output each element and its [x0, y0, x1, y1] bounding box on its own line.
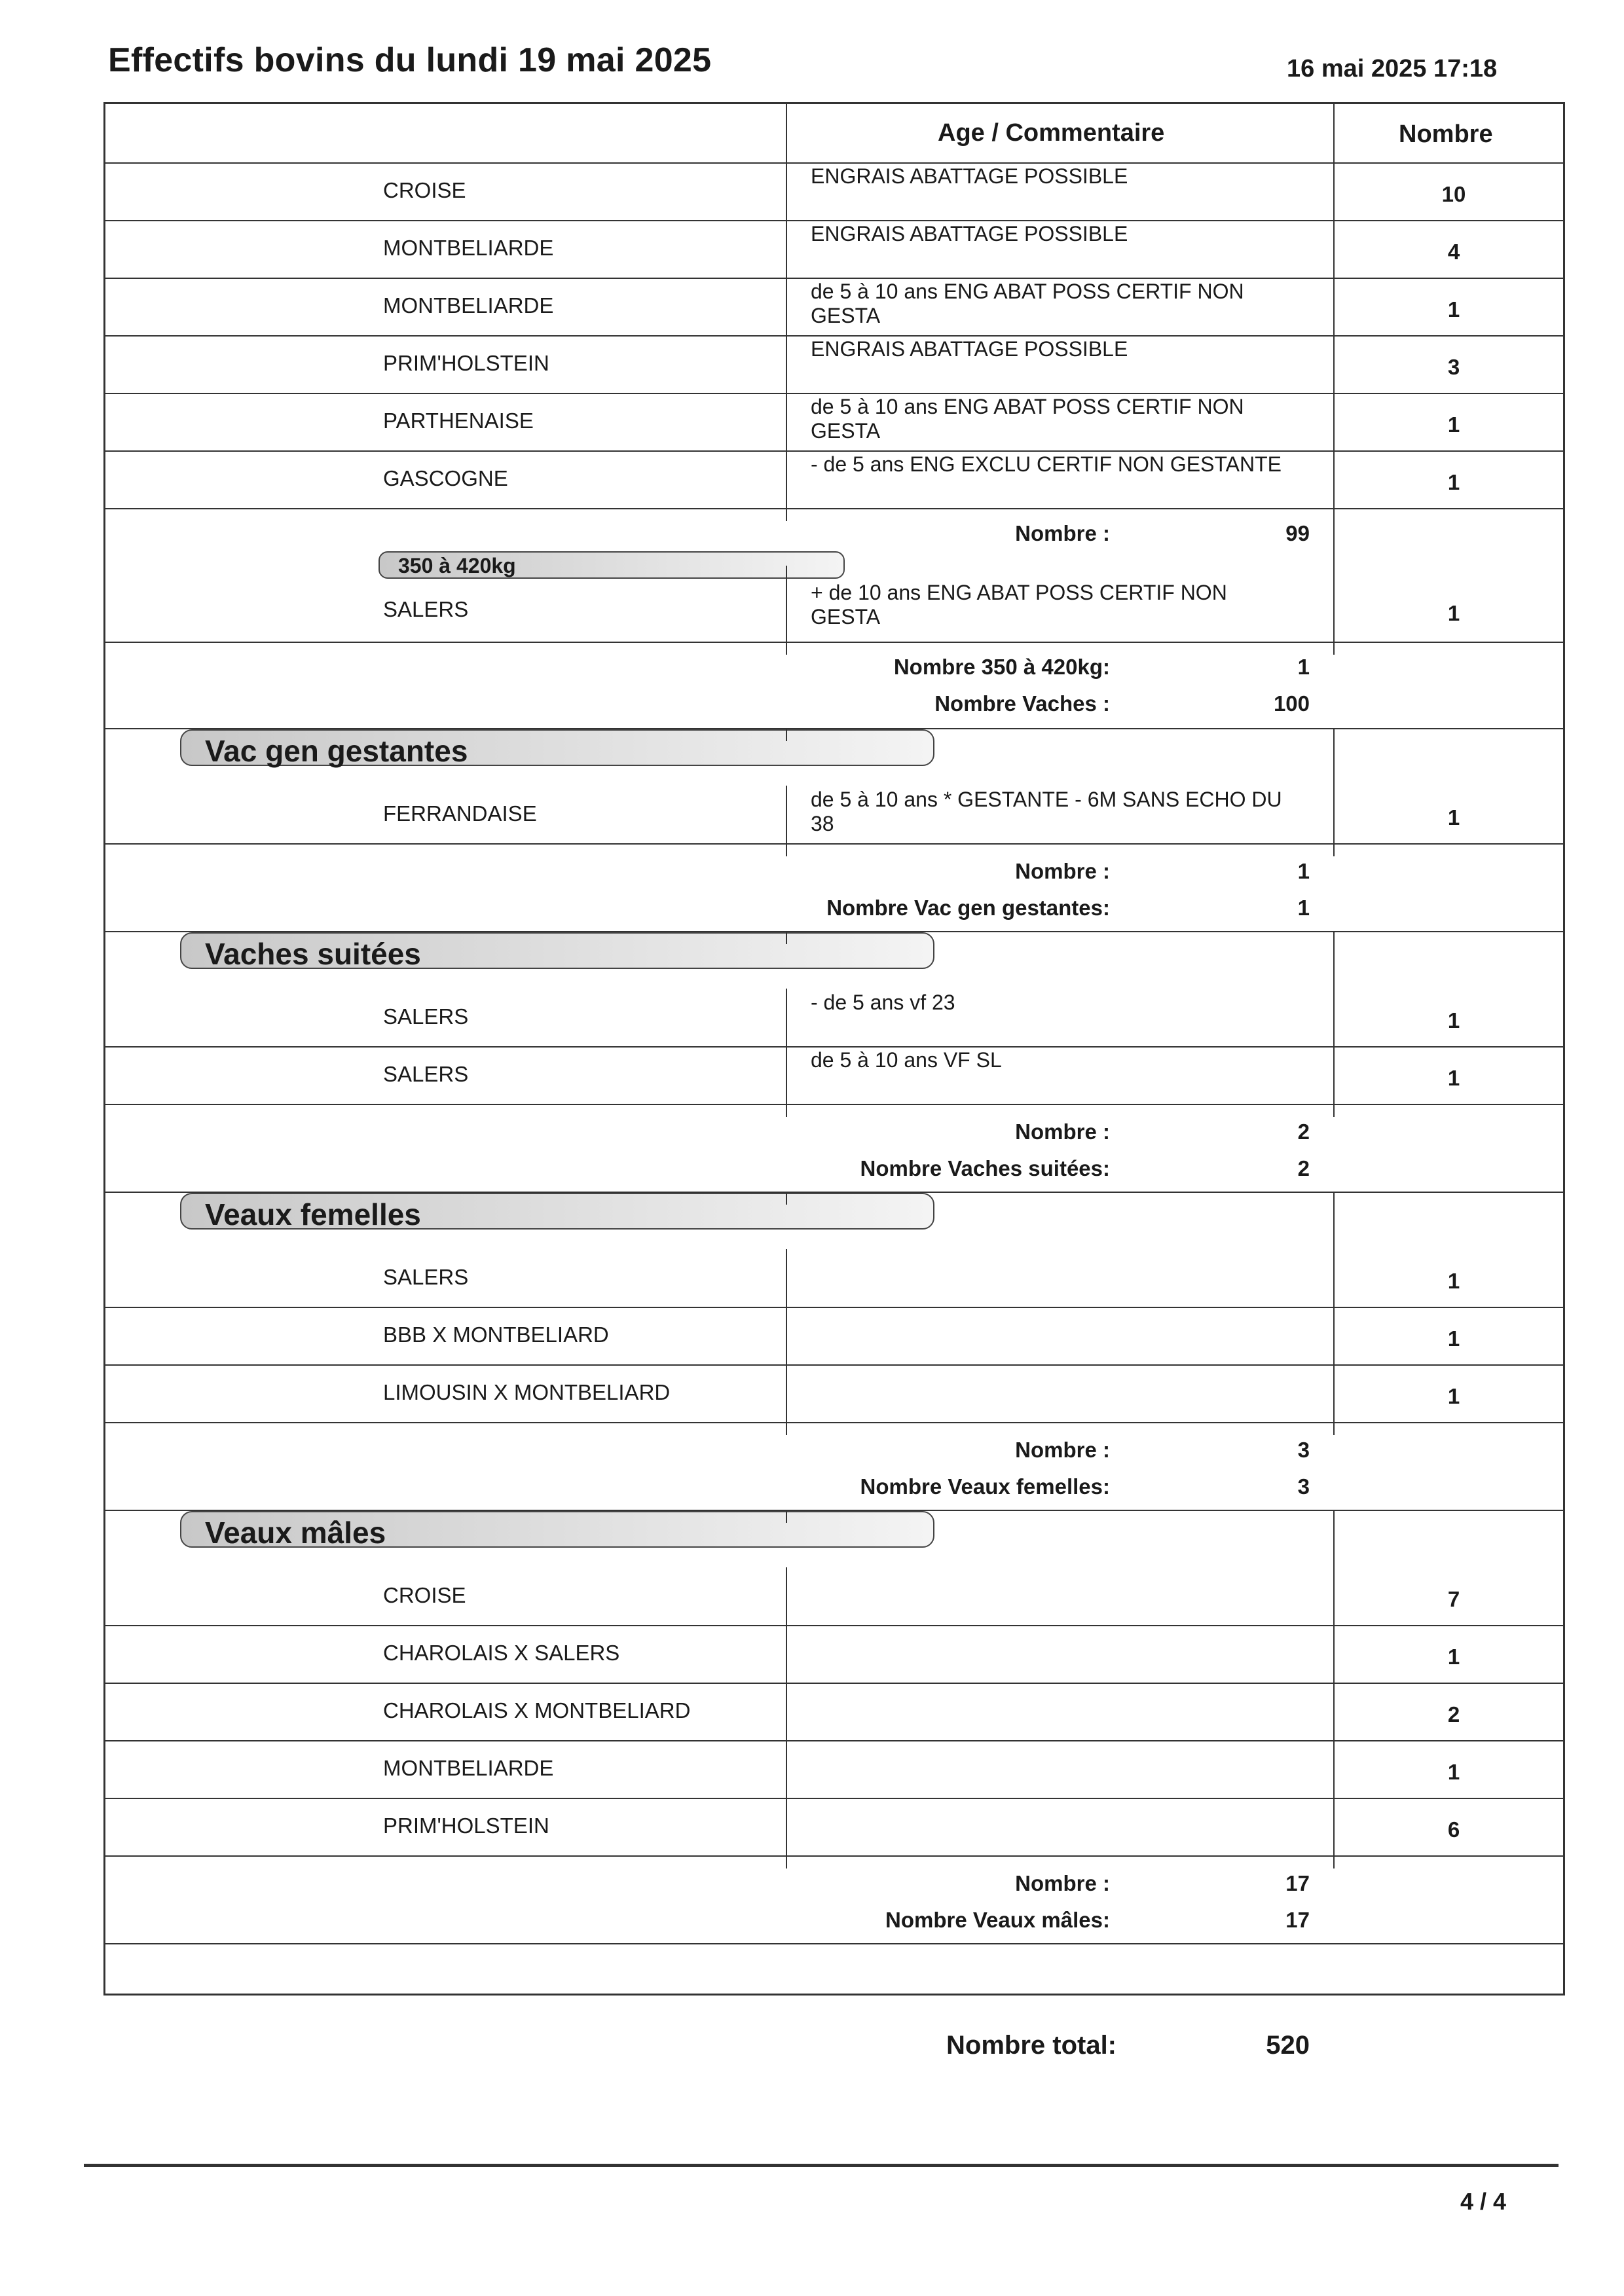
section-title: Veaux mâles: [205, 1516, 386, 1550]
footer-divider: [84, 2164, 1559, 2167]
column-divider: [1333, 1798, 1335, 1855]
column-divider: [786, 1192, 787, 1205]
row-divider: [103, 508, 1565, 509]
column-divider: [1333, 1307, 1335, 1364]
column-divider: [1333, 1625, 1335, 1683]
column-divider: [786, 728, 787, 741]
cell-race: SALERS: [383, 1004, 469, 1029]
column-divider: [1333, 1855, 1335, 1868]
section-header-pill: [180, 1511, 934, 1548]
total-value: 1: [1297, 655, 1310, 679]
column-divider: [1333, 1567, 1335, 1625]
total-value: 1: [1297, 859, 1310, 883]
column-divider: [1333, 102, 1335, 162]
cell-count: 1: [1447, 470, 1460, 494]
cell-race: MONTBELIARDE: [383, 1756, 554, 1780]
row-divider: [103, 1943, 1565, 1944]
cell-race: CHAROLAIS X MONTBELIARD: [383, 1698, 691, 1722]
cell-count: 10: [1441, 182, 1466, 206]
column-divider: [786, 162, 787, 220]
column-divider: [1333, 393, 1335, 450]
column-divider: [786, 335, 787, 393]
column-divider: [786, 1798, 787, 1855]
column-divider: [786, 1625, 787, 1683]
cell-count: 1: [1447, 1269, 1460, 1293]
column-divider: [786, 989, 787, 1046]
row-divider: [103, 1307, 1565, 1308]
cell-race: CROISE: [383, 178, 466, 202]
column-header-count: Nombre: [1399, 120, 1493, 148]
cell-count: 1: [1447, 805, 1460, 829]
cell-count: 1: [1447, 1645, 1460, 1669]
cell-comment: ENGRAIS ABATTAGE POSSIBLE: [811, 164, 1128, 188]
cell-count: 1: [1447, 1326, 1460, 1351]
row-divider: [103, 1855, 1565, 1857]
total-label: Nombre :: [1015, 1871, 1110, 1895]
total-label: Nombre Veaux femelles:: [860, 1474, 1110, 1499]
section-title: Vaches suitées: [205, 937, 421, 971]
column-divider: [1333, 1046, 1335, 1104]
section-title: Vac gen gestantes: [205, 734, 468, 768]
cell-comment: ENGRAIS ABATTAGE POSSIBLE: [811, 337, 1128, 361]
column-divider: [786, 1364, 787, 1422]
column-divider: [786, 1307, 787, 1364]
total-value: 100: [1273, 691, 1310, 716]
cell-comment: de 5 à 10 ans ENG ABAT POSS CERTIF NON: [811, 280, 1244, 303]
row-divider: [103, 1683, 1565, 1684]
column-divider: [786, 1249, 787, 1307]
total-value: 99: [1285, 521, 1310, 545]
total-value: 3: [1297, 1474, 1310, 1499]
column-divider: [786, 1855, 787, 1868]
cell-race: SALERS: [383, 597, 469, 621]
column-divider: [786, 1104, 787, 1117]
column-divider: [786, 786, 787, 843]
column-divider: [1333, 450, 1335, 508]
column-divider: [1333, 162, 1335, 220]
column-divider: [786, 1510, 787, 1523]
cell-count: 1: [1447, 601, 1460, 625]
cell-race: CHAROLAIS X SALERS: [383, 1641, 620, 1665]
cell-count: 2: [1447, 1702, 1460, 1726]
section-title: Veaux femelles: [205, 1197, 421, 1231]
row-divider: [103, 1740, 1565, 1741]
cell-race: MONTBELIARDE: [383, 293, 554, 318]
column-divider: [786, 566, 787, 642]
column-divider: [786, 931, 787, 944]
total-value: 3: [1297, 1438, 1310, 1462]
column-divider: [1333, 642, 1335, 655]
total-value: 2: [1297, 1156, 1310, 1180]
cell-comment-continued: GESTA: [811, 419, 881, 443]
total-value: 1: [1297, 896, 1310, 920]
cell-race: SALERS: [383, 1062, 469, 1086]
cell-count: 6: [1447, 1817, 1460, 1842]
column-divider: [786, 642, 787, 655]
cell-race: CROISE: [383, 1583, 466, 1607]
column-divider: [786, 450, 787, 508]
column-divider: [1333, 1104, 1335, 1117]
page-number: 4 / 4: [1460, 2188, 1507, 2215]
total-value: 17: [1285, 1871, 1310, 1895]
row-divider: [103, 642, 1565, 643]
cell-race: PRIM'HOLSTEIN: [383, 351, 549, 375]
grand-total-label: Nombre total:: [946, 2031, 1116, 2060]
cell-race: PRIM'HOLSTEIN: [383, 1813, 549, 1838]
total-value: 2: [1297, 1120, 1310, 1144]
column-divider: [1333, 1683, 1335, 1740]
column-divider: [1333, 278, 1335, 335]
column-divider: [786, 1567, 787, 1625]
cell-count: 4: [1447, 240, 1460, 264]
total-label: Nombre Vaches :: [934, 691, 1110, 716]
column-divider: [1333, 989, 1335, 1046]
total-label: Nombre :: [1015, 1438, 1110, 1462]
column-divider: [1333, 786, 1335, 843]
cell-race: GASCOGNE: [383, 466, 508, 490]
cell-comment: + de 10 ans ENG ABAT POSS CERTIF NON: [811, 581, 1227, 604]
total-label: Nombre Veaux mâles:: [885, 1908, 1110, 1932]
section-title: 350 à 420kg: [398, 554, 516, 577]
cell-comment-continued: 38: [811, 812, 834, 835]
cell-count: 1: [1447, 1760, 1460, 1784]
column-divider: [1333, 335, 1335, 393]
cell-comment: de 5 à 10 ans ENG ABAT POSS CERTIF NON: [811, 395, 1244, 418]
cell-count: 1: [1447, 297, 1460, 321]
cell-count: 7: [1447, 1587, 1460, 1611]
cell-comment: - de 5 ans ENG EXCLU CERTIF NON GESTANTE: [811, 452, 1282, 476]
column-divider: [786, 220, 787, 278]
column-divider: [1333, 1364, 1335, 1422]
column-header-comment: Age / Commentaire: [938, 119, 1165, 147]
cell-count: 1: [1447, 1008, 1460, 1032]
row-divider: [103, 1104, 1565, 1105]
cell-comment-continued: GESTA: [811, 304, 881, 327]
column-divider: [1333, 1422, 1335, 1435]
column-divider: [786, 1046, 787, 1104]
cell-count: 1: [1447, 412, 1460, 437]
column-divider: [786, 1422, 787, 1435]
column-divider: [1333, 220, 1335, 278]
column-divider: [1333, 843, 1335, 856]
column-divider: [786, 1740, 787, 1798]
total-value: 17: [1285, 1908, 1310, 1932]
column-divider: [786, 278, 787, 335]
total-label: Nombre :: [1015, 521, 1110, 545]
section-header-pill: [180, 932, 934, 969]
total-label: Nombre Vac gen gestantes:: [826, 896, 1110, 920]
column-divider: [1333, 513, 1335, 642]
cell-comment: de 5 à 10 ans VF SL: [811, 1048, 1002, 1072]
row-divider: [103, 1364, 1565, 1366]
column-divider: [786, 393, 787, 450]
cell-race: SALERS: [383, 1265, 469, 1289]
row-divider: [103, 1798, 1565, 1799]
cell-race: FERRANDAISE: [383, 801, 537, 826]
column-divider: [786, 1683, 787, 1740]
print-datetime: 16 mai 2025 17:18: [1287, 55, 1498, 82]
total-label: Nombre :: [1015, 859, 1110, 883]
cell-comment: de 5 à 10 ans * GESTANTE - 6M SANS ECHO DU: [811, 788, 1282, 811]
grand-total-value: 520: [1266, 2031, 1310, 2060]
row-divider: [103, 843, 1565, 845]
total-label: Nombre :: [1015, 1120, 1110, 1144]
column-divider: [786, 102, 787, 162]
total-label: Nombre 350 à 420kg:: [893, 655, 1110, 679]
total-label: Nombre Vaches suitées:: [860, 1156, 1110, 1180]
cell-comment: ENGRAIS ABATTAGE POSSIBLE: [811, 222, 1128, 246]
section-header-pill: [180, 1193, 934, 1230]
column-divider: [786, 843, 787, 856]
document-title: Effectifs bovins du lundi 19 mai 2025: [108, 41, 712, 79]
cell-count: 1: [1447, 1384, 1460, 1408]
cell-count: 1: [1447, 1066, 1460, 1090]
cell-race: PARTHENAISE: [383, 409, 534, 433]
row-divider: [103, 1625, 1565, 1626]
column-divider: [1333, 1249, 1335, 1307]
cell-count: 3: [1447, 355, 1460, 379]
column-divider: [1333, 1740, 1335, 1798]
cell-race: MONTBELIARDE: [383, 236, 554, 260]
cell-comment-continued: GESTA: [811, 605, 881, 629]
cell-comment: - de 5 ans vf 23: [811, 991, 955, 1014]
cell-race: BBB X MONTBELIARD: [383, 1322, 609, 1347]
row-divider: [103, 1422, 1565, 1423]
cell-race: LIMOUSIN X MONTBELIARD: [383, 1380, 671, 1404]
section-header-pill: [378, 551, 845, 579]
column-divider: [786, 508, 787, 521]
section-header-pill: [180, 729, 934, 766]
